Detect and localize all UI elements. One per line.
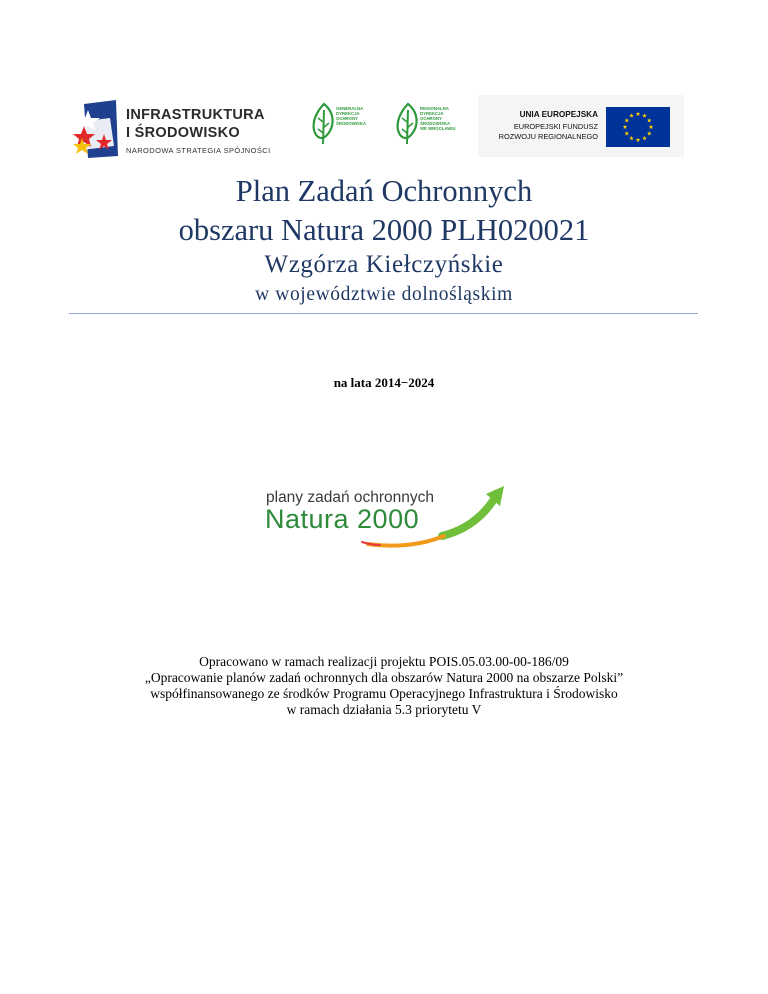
gdos-logo-text-line: GENERALNA xyxy=(336,106,364,111)
project-description xyxy=(0,654,768,718)
leaf-icon xyxy=(312,102,336,146)
rdos-logo-text-line: ŚRODOWISKA xyxy=(420,121,451,126)
title-line-3: Wzgórza Kiełczyńskie xyxy=(264,251,504,278)
title-line-2: obszaru Natura 2000 PLH020021 xyxy=(178,213,590,247)
natura-logo-title: Natura 2000 xyxy=(265,504,420,534)
eu-logo-line3: ROZWOJU REGIONALNEGO xyxy=(498,132,598,141)
rdos-logo-text-line: OCHRONY xyxy=(420,116,442,121)
infrastruktura-logo-line2: I ŚRODOWISKO xyxy=(126,125,240,141)
natura-2000-logo xyxy=(262,484,508,554)
title-line-4: w województwie dolnośląskim xyxy=(255,284,513,305)
leaf-icon xyxy=(396,102,420,146)
gdos-logo-text-line: OCHRONY xyxy=(336,116,358,121)
eu-flag-icon xyxy=(606,107,670,147)
eu-logo xyxy=(478,95,684,157)
rdos-logo-text-line: REGIONALNA xyxy=(420,106,449,111)
description-line: „Opracowanie planów zadań ochronnych dla obszarów Natura 2000 na obszarze Polski” xyxy=(144,670,624,685)
star-flag-icon xyxy=(70,96,124,162)
eu-logo-line2: EUROPEJSKI FUNDUSZ xyxy=(513,122,598,131)
title-divider xyxy=(69,313,698,314)
infrastruktura-logo xyxy=(70,96,292,162)
description-line: w ramach działania 5.3 priorytetu V xyxy=(286,702,482,717)
eu-logo-line1: UNIA EUROPEJSKA xyxy=(519,110,598,119)
plan-period: na lata 2014−2024 xyxy=(333,375,435,390)
rdos-logo-text xyxy=(420,106,458,131)
infrastruktura-logo-line3: NARODOWA STRATEGIA SPÓJNOŚCI xyxy=(126,146,271,155)
gdos-logo-text-line: DYREKCJA xyxy=(336,111,360,116)
rdos-logo-text-line: WE WROCŁAWIU xyxy=(420,126,456,131)
infrastruktura-logo-line1: INFRASTRUKTURA xyxy=(126,107,265,123)
rdos-logo xyxy=(396,100,456,150)
rdos-logo-text-line: DYREKCJA xyxy=(420,111,444,116)
gdos-logo-text-line: ŚRODOWISKA xyxy=(336,121,367,126)
title-line-1: Plan Zadań Ochronnych xyxy=(235,174,533,208)
natura-logo-subtitle: plany zadań ochronnych xyxy=(266,489,435,506)
description-line: Opracowano w ramach realizacji projektu POIS.05.03.00-00-186/09 xyxy=(199,654,569,669)
description-line: współfinansowanego ze środków Programu Operacyjnego Infrastruktura i Środowisko xyxy=(150,686,618,701)
gdos-logo xyxy=(312,100,372,150)
gdos-logo-text xyxy=(336,106,374,126)
